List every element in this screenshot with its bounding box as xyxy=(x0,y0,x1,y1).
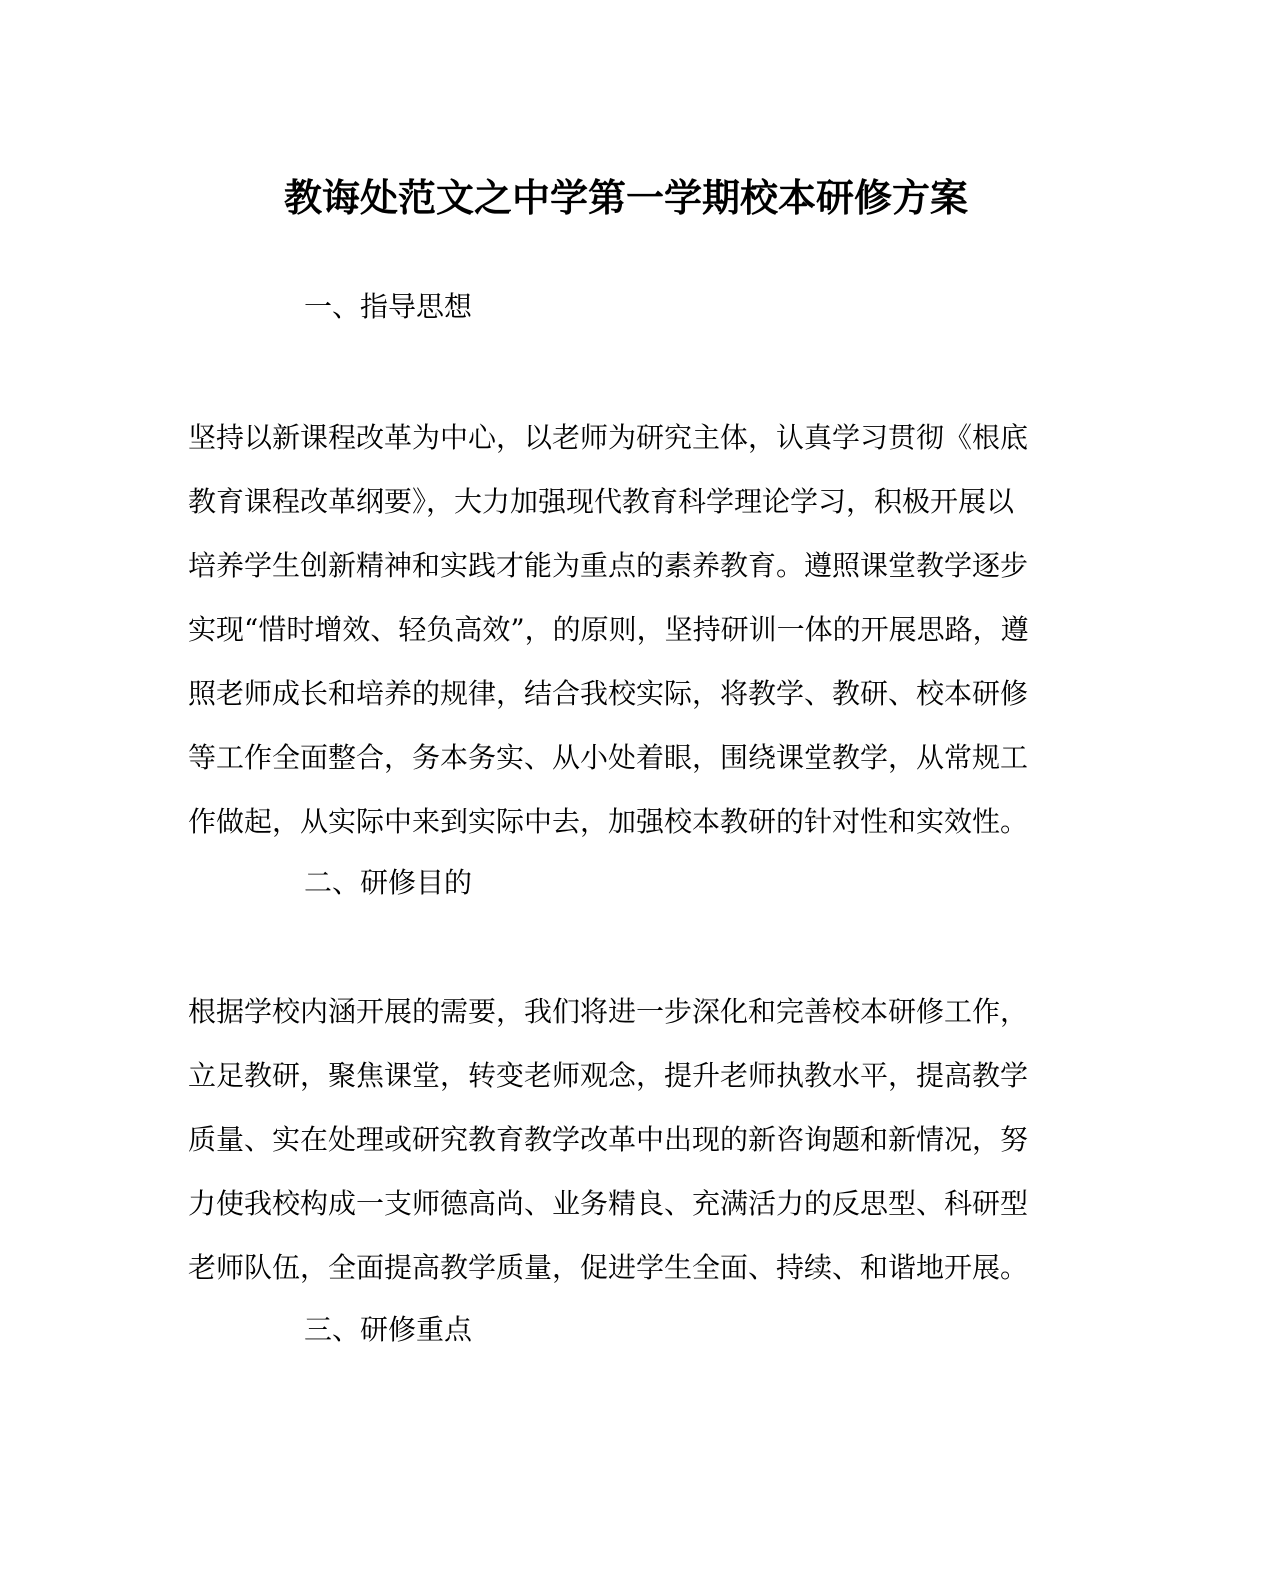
section-heading-guiding-ideology: 一、指导思想 xyxy=(304,290,473,323)
paragraph-line: 等工作全面整合，务本务实、从小处着眼，围绕课堂教学，从常规工 xyxy=(188,741,1029,774)
paragraph-line: 力使我校构成一支师德高尚、业务精良、充满活力的反思型、科研型 xyxy=(188,1187,1029,1220)
paragraph-line: 根据学校内涵开展的需要，我们将进一步深化和完善校本研修工作， xyxy=(188,995,1029,1028)
paragraph-line: 坚持以新课程改革为中心，以老师为研究主体，认真学习贯彻《根底 xyxy=(188,421,1029,454)
document-title: 教诲处范文之中学第一学期校本研修方案 xyxy=(283,175,968,220)
paragraph-line: 立足教研，聚焦课堂，转变老师观念，提升老师执教水平，提高教学 xyxy=(188,1059,1029,1092)
paragraph-line: 老师队伍，全面提高教学质量，促进学生全面、持续、和谐地开展。 xyxy=(188,1251,1029,1284)
section-paragraph-guiding-ideology xyxy=(188,418,1048,866)
paragraph-line: 照老师成长和培养的规律，结合我校实际，将教学、教研、校本研修 xyxy=(188,677,1029,710)
paragraph-line: 教育课程改革纲要》，大力加强现代教育科学理论学习，积极开展以 xyxy=(188,485,1015,518)
paragraph-line: 实现“惜时增效、轻负高效”，的原则，坚持研训一体的开展思路，遵 xyxy=(188,613,1029,646)
paragraph-line: 培养学生创新精神和实践才能为重点的素养教育。遵照课堂教学逐步 xyxy=(188,549,1029,582)
paragraph-line: 作做起，从实际中来到实际中去，加强校本教研的针对性和实效性。 xyxy=(188,805,1029,838)
paragraph-line: 质量、实在处理或研究教育教学改革中出现的新咨询题和新情况，努 xyxy=(188,1123,1029,1156)
section-paragraph-research-purpose xyxy=(188,992,1048,1312)
section-heading-research-purpose: 二、研修目的 xyxy=(304,866,473,899)
section-heading-research-focus: 三、研修重点 xyxy=(304,1313,473,1346)
